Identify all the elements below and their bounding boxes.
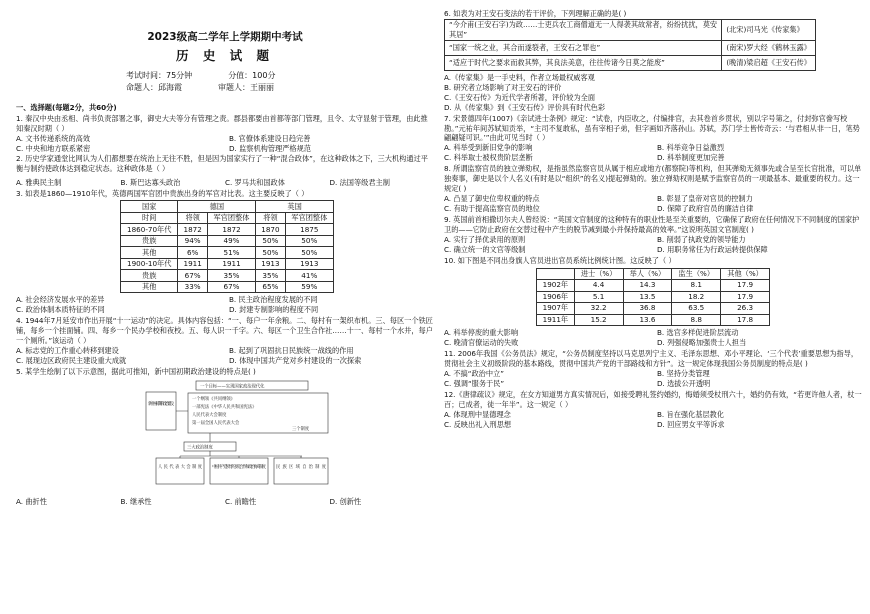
table-header: 军官团整体 <box>285 212 333 224</box>
option-b[interactable]: B. 继承性 <box>120 496 152 506</box>
option-b[interactable]: B. 选官多样促进阶层流动 <box>657 328 739 338</box>
diagram-bottom-item: 民族区域自治制度 <box>276 464 326 470</box>
option-d[interactable]: D. 科举制度更加完善 <box>657 153 725 163</box>
table-cell: (南宋)罗大经《鹤林玉露》 <box>722 40 816 55</box>
table-cell: 1911年 <box>537 314 575 326</box>
table-cell: 13.6 <box>623 314 672 326</box>
officer-origin-table <box>120 200 334 293</box>
table-header: 监生（%） <box>672 268 721 280</box>
option-a[interactable]: A. 科举停废的重大影响 <box>444 328 519 338</box>
table-row <box>537 291 770 303</box>
table-header: 国家 <box>121 201 178 213</box>
table-cell: 8.8 <box>672 314 721 326</box>
option-d[interactable]: D. 封建专制影响的程度不同 <box>229 305 319 315</box>
exam-meta-row-1 <box>16 70 434 81</box>
table-cell: “国家一统之业，其合而遂裂者，王安石之罪也” <box>445 40 722 55</box>
diagram-root: 一个目标——实现国家政治现代化 <box>200 384 265 390</box>
table-header: 军官团整体 <box>207 212 255 224</box>
table-cell: 1875 <box>285 224 333 236</box>
table-cell: 26.3 <box>721 303 770 315</box>
option-a[interactable]: A. 凸显了御史位卑权重的特点 <box>444 194 540 204</box>
exam-reviewer: 审题人：王丽丽 <box>218 82 274 92</box>
question-4 <box>16 316 434 366</box>
left-column <box>16 30 434 507</box>
option-a[interactable]: A. 不搞“政治中立” <box>444 368 504 378</box>
table-cell: 1911 <box>178 258 207 270</box>
table-cell: 50% <box>285 235 333 247</box>
question-1 <box>16 114 434 154</box>
table-cell: 94% <box>178 235 207 247</box>
diagram-item: 一个纲领《共同纲领》 <box>192 396 235 402</box>
table-cell: 17.9 <box>721 280 770 292</box>
diagram-item: 人民代表大会制度 <box>192 412 227 418</box>
table-cell: 1870 <box>256 224 285 236</box>
table-header: 将领 <box>256 212 285 224</box>
table-cell: 59% <box>285 281 333 293</box>
table-cell: 其他 <box>121 281 178 293</box>
option-c[interactable]: C. 政治体制本质特征的不同 <box>16 305 105 315</box>
option-c[interactable]: C. 反映出礼入刑思想 <box>444 419 512 429</box>
question-stem: 4. 1944年7月延安市作出开展“十一运动”的决定。具体内容包括：“一、每户一年余粮。二、每村有一架织布机。三、每区一个铁匠铺，每乡一个挂面铺。四、每乡一个民办学校和夜校。五、每人识一千字。六、每区一个卫生合作社……十一、每村一个水井，每户一个厕所。”该运动（ ） <box>16 316 433 345</box>
option-b[interactable]: B. 削弱了执政党的领导能力 <box>657 234 746 244</box>
table-cell: (晚清)梁启超《王安石传》 <box>722 55 816 70</box>
exam-score: 分值：100分 <box>228 70 276 80</box>
table-row <box>445 19 816 40</box>
option-b[interactable]: B. 民主政治程度发展的不同 <box>229 295 318 305</box>
option-d[interactable]: D. 法国等级君主制 <box>329 178 390 188</box>
table-cell: 1872 <box>178 224 207 236</box>
option-a[interactable]: A. 雅典民主制 <box>16 178 62 188</box>
table-cell: 63.5 <box>672 303 721 315</box>
table-cell: 8.1 <box>672 280 721 292</box>
table-header: 进士（%） <box>574 268 623 280</box>
option-d[interactable]: D. 监察机构管理严格规范 <box>229 143 311 153</box>
table-header: 英国 <box>256 201 334 213</box>
option-d[interactable]: D. 列强侵略加强贵士人担当 <box>657 338 747 348</box>
option-c[interactable]: C. 确立统一的文官等级制 <box>444 244 526 254</box>
section-heading: 一、选择题(每题2分，共60分) <box>16 102 117 112</box>
table-cell: 50% <box>256 235 285 247</box>
option-b[interactable]: B. 官僚体系建设日趋完善 <box>229 133 311 143</box>
table-cell: (北宋)司马光《传家集》 <box>722 19 816 40</box>
option-b[interactable]: B. 科举竞争日益激烈 <box>657 143 725 153</box>
right-column <box>444 8 862 430</box>
option-b[interactable]: B. 旨在强化基层教化 <box>657 409 725 419</box>
table-row <box>121 224 334 236</box>
table-cell: 5.1 <box>574 291 623 303</box>
table-cell: “适应于时代之要求而救其弊，其良法美意，往往传诸今日莫之能废” <box>445 55 722 70</box>
question-2 <box>16 154 434 188</box>
question-7 <box>444 114 862 164</box>
option-a[interactable]: A. 体现刑中显德理念 <box>444 409 511 419</box>
table-row <box>121 247 334 259</box>
option-b[interactable]: B. 起到了巩固抗日民族统一战线的作用 <box>229 345 354 355</box>
table-row <box>445 55 816 70</box>
table-cell: 1911 <box>207 258 255 270</box>
question-stem: 6. 如表为对王安石变法的若干评价，下列理解正确的是( ) <box>444 9 627 18</box>
question-9 <box>444 215 862 255</box>
question-stem: 12.《唐律疏议》规定，在女方知道男方真实情况后，如接受聘礼签约婚约，悔婚须受杖刑六十，婚约仍有效，“若更许他人者，杖一百；已成者，徒一年半”。这一规定（ ） <box>444 389 862 409</box>
question-stem: 10. 如下图是不同出身旗人官员进出官员系统比例统计图。这反映了（ ） <box>444 255 676 265</box>
table-cell: 1913 <box>256 258 285 270</box>
option-c[interactable]: C. 有助于提高监察官员的地位 <box>444 204 540 213</box>
table-header: 举人（%） <box>623 268 672 280</box>
table-cell: 1860-70年代 <box>121 224 178 236</box>
table-cell: 67% <box>178 270 207 282</box>
option-d[interactable]: D. 体现中国共产党对乡村建设的一次探索 <box>229 355 362 365</box>
table-cell: 1913 <box>285 258 333 270</box>
question-stem: 9. 英国前首相撒切尔夫人曾经说：“英国文官制度的这种特有的职业性是至关重要的，它确保了政府在任何情况下不同制度的国家护卫的——它防止政府在交替过程中产生的脱节减到最小并保持最高的效率。”这说明英国文官制度( ) <box>444 214 860 234</box>
question-stem: 1. 秦汉中央由丞相、尚书负责部署之事，御史大夫等分有管理之责。郡县都要由首都等部门管理，且令、太守显射于管理，由此推知秦汉时期（ ） <box>16 113 428 133</box>
table-cell: 1907年 <box>537 303 575 315</box>
question-stem: 7. 宋景德四年(1007)《亲试进士条例》规定：“试卷，内臣收之，付编排官，去其卷首乡贯状，别以字号第之，付封弥官誊写校勘。”元祐年间苏轼知贡举，“主司不复敢私，虽有宰相子弟，但字画如齐落孙山。苏轼，苏门学士皆传奇云：‘与君相从非一日，笔势翩翩疑可识。’”由此可见当时（ ） <box>444 113 860 143</box>
table-cell: 1906年 <box>537 291 575 303</box>
question-stem: 11. 2006年我国《公务员法》规定，“公务员制度坚持以马克思列宁主义、毛泽东思想、邓小平理论、‘三个代表’重要思想为指导，贯彻社会主义初级阶段的基本路线，贯彻中国共产党的干部路线和方针”。这一规定体现我国公务员制度的特点是( ) <box>444 349 859 368</box>
option-a[interactable]: A. 社会经济发展水平的差异 <box>16 295 105 305</box>
table-cell: 1872 <box>207 224 255 236</box>
table-cell: 33% <box>178 281 207 293</box>
table-cell: 65% <box>256 281 285 293</box>
table-header <box>537 268 575 280</box>
table-row <box>445 40 816 55</box>
option-b[interactable]: B. 坚持分类管理 <box>657 368 710 378</box>
option-a[interactable]: A. 文书传递系统的高效 <box>16 133 91 143</box>
option-a[interactable]: A. 标志党的工作重心转移到建设 <box>16 345 119 355</box>
option-a[interactable]: A.《传家集》是一手史料，作者立场最权威客观 <box>444 72 595 82</box>
option-c[interactable]: C.《王安石传》为近代学者所著，评价较为全面 <box>444 92 596 102</box>
option-a[interactable]: A. 科举受到新旧党争的影响 <box>444 143 533 153</box>
table-cell: 67% <box>207 281 255 293</box>
question-stem: 5. 某学生绘制了以下示意图，据此可推知，新中国初期政治建设的特点是( ) <box>16 366 256 376</box>
option-c[interactable]: C. 展现边区政府民主建设重大成就 <box>16 355 127 365</box>
table-cell: 6% <box>178 247 207 259</box>
option-c[interactable]: C. 前瞻性 <box>225 496 257 506</box>
table-header: 将领 <box>178 212 207 224</box>
table-cell: 35% <box>207 270 255 282</box>
option-d[interactable]: D. 创新性 <box>329 496 362 506</box>
table-cell: “今介甫(王安石字)为政……士吏兵农工商僧道无一人得袭其故常者，纷纷扰扰，莫安其居” <box>445 19 722 40</box>
exam-title: 2023级高二学年上学期期中考试 <box>147 31 303 43</box>
table-cell: 1902年 <box>537 280 575 292</box>
option-c[interactable]: C. 晚清官僚运动的失败 <box>444 338 519 348</box>
diagram-left: 新中国初期的政治建设 <box>148 401 174 407</box>
question-10 <box>444 256 862 348</box>
option-b[interactable]: B. 斯巴达寡头政治 <box>120 178 181 188</box>
table-cell: 17.9 <box>721 291 770 303</box>
table-cell: 51% <box>207 247 255 259</box>
table-cell: 18.2 <box>672 291 721 303</box>
question-12 <box>444 390 862 430</box>
table-cell: 36.8 <box>623 303 672 315</box>
table-cell: 49% <box>207 235 255 247</box>
option-a[interactable]: A. 实行了择优录用的原则 <box>444 234 526 244</box>
option-d[interactable]: D. 保障了政府官员的廉洁自律 <box>657 204 754 213</box>
exam-meta-row-2 <box>16 82 434 93</box>
table-row <box>121 235 334 247</box>
table-row <box>121 270 334 282</box>
table-cell: 其他 <box>121 247 178 259</box>
option-c[interactable]: C. 罗马共和国政体 <box>225 178 285 188</box>
question-8 <box>444 164 862 214</box>
option-b[interactable]: B. 彰显了皇帝对官员的控制力 <box>657 194 753 204</box>
question-11 <box>444 349 862 389</box>
diagram-bottom: 三大政治制度 <box>187 445 213 451</box>
table-cell: 50% <box>285 247 333 259</box>
table-cell: 13.5 <box>623 291 672 303</box>
question-6 <box>444 9 862 113</box>
table-row <box>121 281 334 293</box>
question-stem: 3. 如表是1860—1910年代，英德两国军官团中贵族出身的军官对比表。这主要反映了（ ） <box>16 189 309 199</box>
table-cell: 32.2 <box>574 303 623 315</box>
diagram-bottom-item: 人民代表大会制度 <box>158 464 202 470</box>
option-d[interactable]: D. 回应男女平等诉求 <box>657 419 725 429</box>
table-cell: 35% <box>256 270 285 282</box>
table-row <box>537 314 770 326</box>
option-d[interactable]: D. 选拔公开透明 <box>657 378 711 388</box>
diagram-item: 第一届全国人民代表大会 <box>192 420 240 426</box>
table-cell: 4.4 <box>574 280 623 292</box>
question-stem: 8. 所谓监察官员的独立弹劾权，是指虽然监察官员从属于相应或地方(都察院)等机构，但其弹劾无须事先或合呈至长官批准，可以单独奏事，御史是以个人名义(有时是以“组织”的名义)提起弹劾的。独立弹劾权则是赋予监察官员的一项最基本、最重要的权力。这一规定( ) <box>444 164 862 194</box>
table-cell: 14.3 <box>623 280 672 292</box>
question-stem: 2. 历史学家通堂比网认为人们都想要在统治上无往不胜，但是因为国家实行了一种“混合政体”，在这种政体之下，三大机构通过平衡与制约使政体达到稳定状态。这种政体是（ ） <box>16 154 428 174</box>
evaluation-table <box>444 19 816 71</box>
table-cell: 17.8 <box>721 314 770 326</box>
table-header: 德国 <box>178 201 256 213</box>
option-c[interactable]: C. 科举取士被权贵阶层垄断 <box>444 153 533 163</box>
option-c[interactable]: C. 中央和地方联系紧密 <box>16 143 91 153</box>
table-cell: 41% <box>285 270 333 282</box>
option-d[interactable]: D. 从《传家集》到《王安石传》评价具有时代色彩 <box>444 102 606 112</box>
table-cell: 50% <box>256 247 285 259</box>
table-cell: 1900-10年代 <box>121 258 178 270</box>
table-row <box>537 280 770 292</box>
table-cell: 贵族 <box>121 235 178 247</box>
option-d[interactable]: D. 用职务常任为行政运转提供保障 <box>657 244 768 254</box>
diagram-sub: 三个制度 <box>292 426 310 432</box>
table-row <box>121 258 334 270</box>
table-header: 时间 <box>121 212 178 224</box>
question-5 <box>16 367 434 507</box>
official-ratio-table <box>536 268 770 327</box>
option-a[interactable]: A. 曲折性 <box>16 496 47 506</box>
table-header: 其他（%） <box>721 268 770 280</box>
exam-duration: 考试时间：75分钟 <box>126 70 193 80</box>
table-row <box>537 303 770 315</box>
diagram-bottom-item: 中国共产党领导的多党合作和政治协商制度 <box>212 464 266 470</box>
political-structure-diagram <box>144 380 334 488</box>
diagram-item: 一部宪法《中华人民共和国宪法》 <box>192 404 257 410</box>
table-cell: 15.2 <box>574 314 623 326</box>
table-cell: 贵族 <box>121 270 178 282</box>
exam-author: 命题人：邱海霞 <box>126 82 182 92</box>
option-b[interactable]: B. 研究者立场影响了对王安石的评价 <box>444 82 562 92</box>
subject-title: 历 史 试 题 <box>175 48 275 64</box>
question-3 <box>16 189 434 315</box>
option-c[interactable]: C. 强调“服务于民” <box>444 378 505 388</box>
